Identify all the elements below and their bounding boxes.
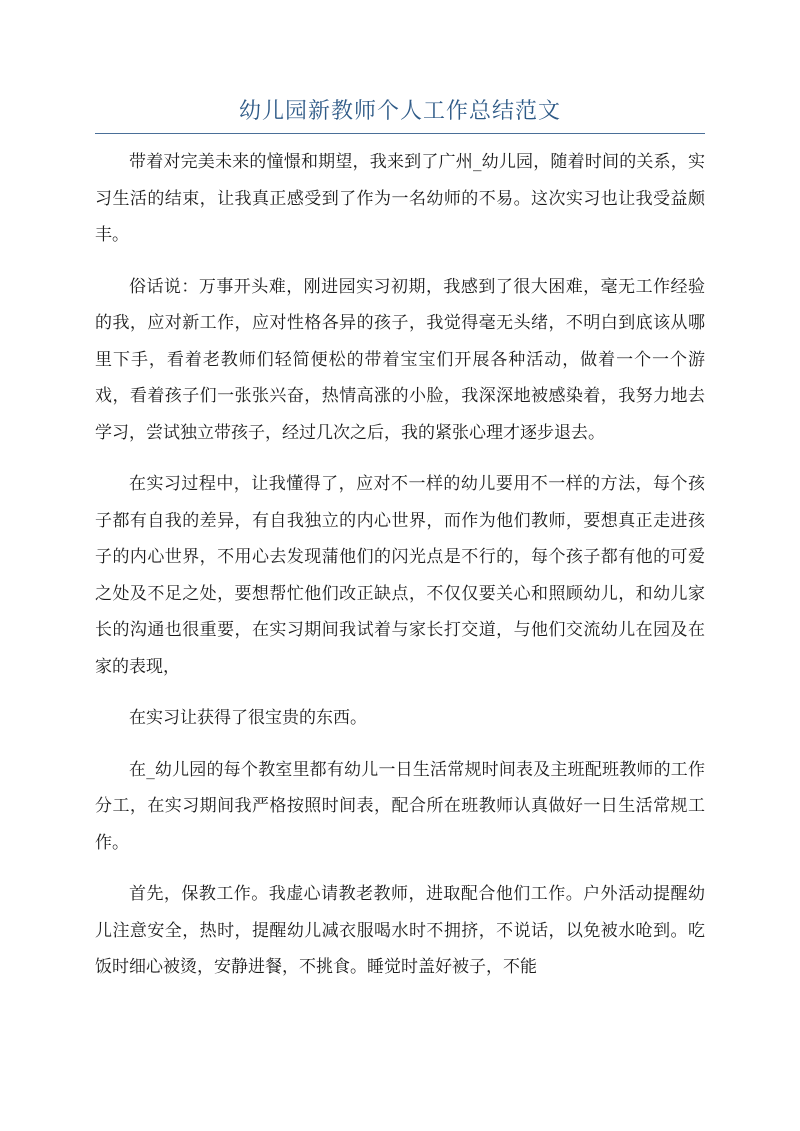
document-title: 幼儿园新教师个人工作总结范文 (238, 99, 561, 124)
paragraph-2: 俗话说：万事开头难，刚进园实习初期，我感到了很大困难，毫无工作经验的我，应对新工作，应对性格各异的孩子，我觉得毫无头绪，不明白到底该从哪里下手，看着老教师们轻简便松的带着宝宝们开展各种活动，做着一个一个游戏，看着孩子们一张张兴奋，热情高涨的小脸，我深深地被感染着，我努力地去学习，尝试独立带孩子，经过几次之后，我的紧张心理才逐步退去。 (95, 276, 705, 443)
paragraph-4: 在实习让获得了很宝贵的东西。 (129, 708, 367, 728)
document-body (95, 144, 705, 1001)
paragraph-1: 带着对完美未来的憧憬和期望，我来到了广州_幼儿园，随着时间的关系，实习生活的结束，让我真正感受到了作为一名幼师的不易。这次实习也让我受益颇丰。 (95, 152, 705, 245)
paragraph-3: 在实习过程中，让我懂得了，应对不一样的幼儿要用不一样的方法，每个孩子都有自我的差异，有自我独立的内心世界，而作为他们教师，要想真正走进孩子的内心世界，不用心去发现蒲他们的闪光点是不行的，每个孩子都有他的可爱之处及不足之处，要想帮忙他们改正缺点，不仅仅要关心和照顾幼儿，和幼儿家长的沟通也很重要，在实习期间我试着与家长打交道，与他们交流幼儿在园及在家的表现， (95, 474, 705, 677)
paragraph-5: 在_幼儿园的每个教室里都有幼儿一日生活常规时间表及主班配班教师的工作分工，在实习期间我严格按照时间表，配合所在班教师认真做好一日生活常规工作。 (95, 759, 705, 853)
title-underline (95, 133, 705, 134)
paragraph-6: 首先，保教工作。我虚心请教老教师，进取配合他们工作。户外活动提醒幼儿注意安全，热时，提醒幼儿减衣服喝水时不拥挤，不说话，以免被水呛到。吃饭时细心被烫，安静进餐，不挑食。睡觉时盖好被子，不能 (95, 884, 705, 977)
